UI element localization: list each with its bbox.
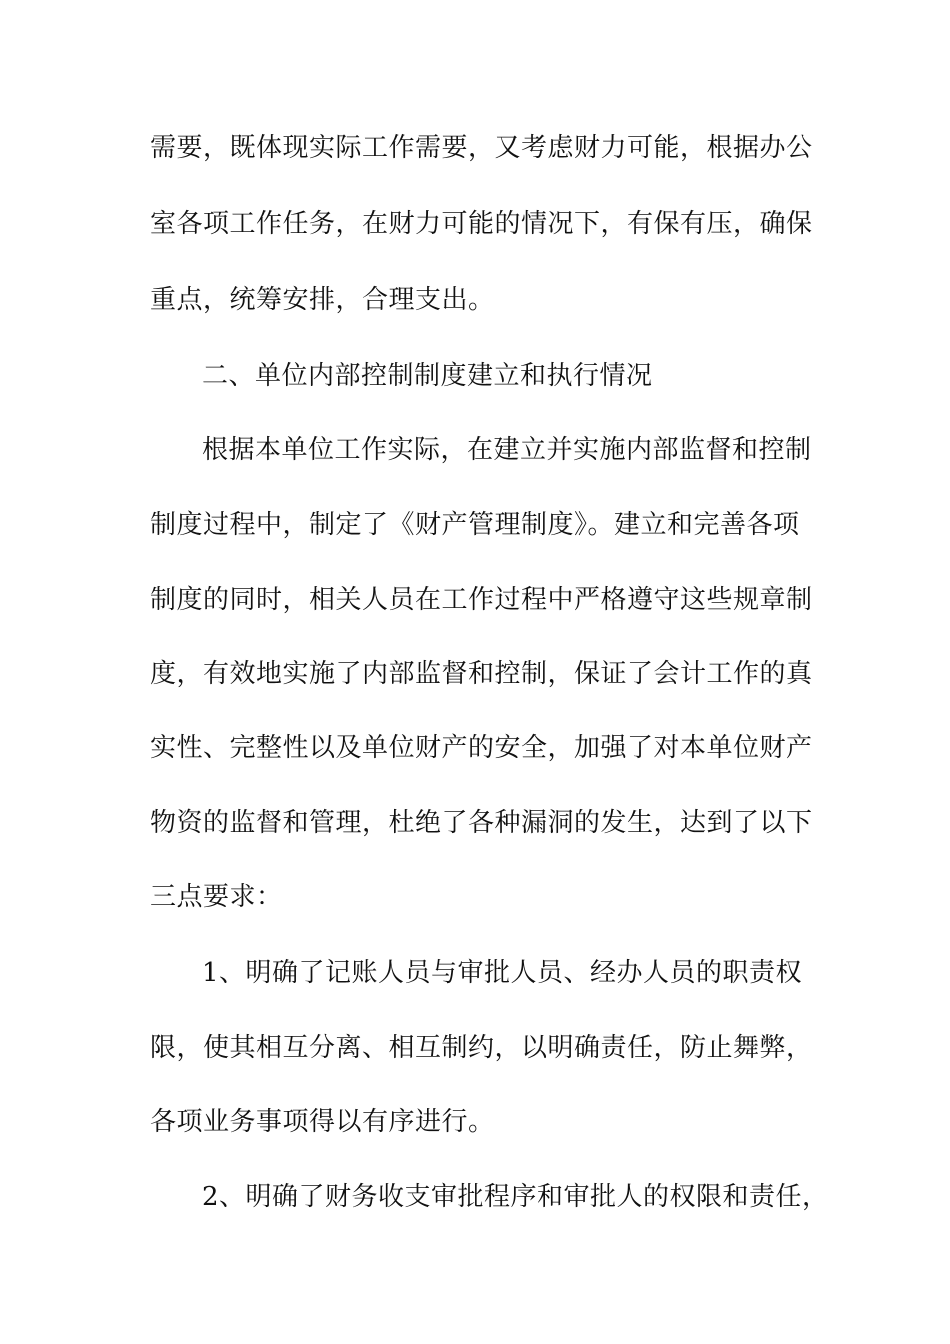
paragraph-line: 三点要求： bbox=[150, 882, 283, 912]
paragraph-line: 制度的同时，相关人员在工作过程中严格遵守这些规章制 bbox=[150, 585, 813, 615]
paragraph-line: 度，有效地实施了内部监督和控制，保证了会计工作的真 bbox=[150, 659, 813, 689]
paragraph-line: 根据本单位工作实际，在建立并实施内部监督和控制 bbox=[202, 435, 812, 465]
list-item-line: 1、明确了记账人员与审批人员、经办人员的职责权 bbox=[202, 958, 803, 988]
paragraph-line: 需要，既体现实际工作需要，又考虑财力可能，根据办公 bbox=[150, 133, 813, 163]
paragraph-line: 制度过程中，制定了《财产管理制度》。建立和完善各项 bbox=[150, 510, 800, 540]
paragraph-line: 实性、完整性以及单位财产的安全，加强了对本单位财产 bbox=[150, 733, 813, 763]
section-heading: 二、单位内部控制制度建立和执行情况 bbox=[202, 361, 653, 391]
paragraph-line: 室各项工作任务，在财力可能的情况下，有保有压，确保 bbox=[150, 209, 813, 239]
list-item-line: 限，使其相互分离、相互制约，以明确责任，防止舞弊， bbox=[150, 1033, 813, 1063]
list-item-line: 各项业务事项得以有序进行。 bbox=[150, 1107, 495, 1137]
list-item-line: 2、明确了财务收支审批程序和审批人的权限和责任， bbox=[202, 1182, 829, 1212]
paragraph-line: 物资的监督和管理，杜绝了各种漏洞的发生，达到了以下 bbox=[150, 808, 813, 838]
paragraph-line: 重点，统筹安排，合理支出。 bbox=[150, 285, 495, 315]
